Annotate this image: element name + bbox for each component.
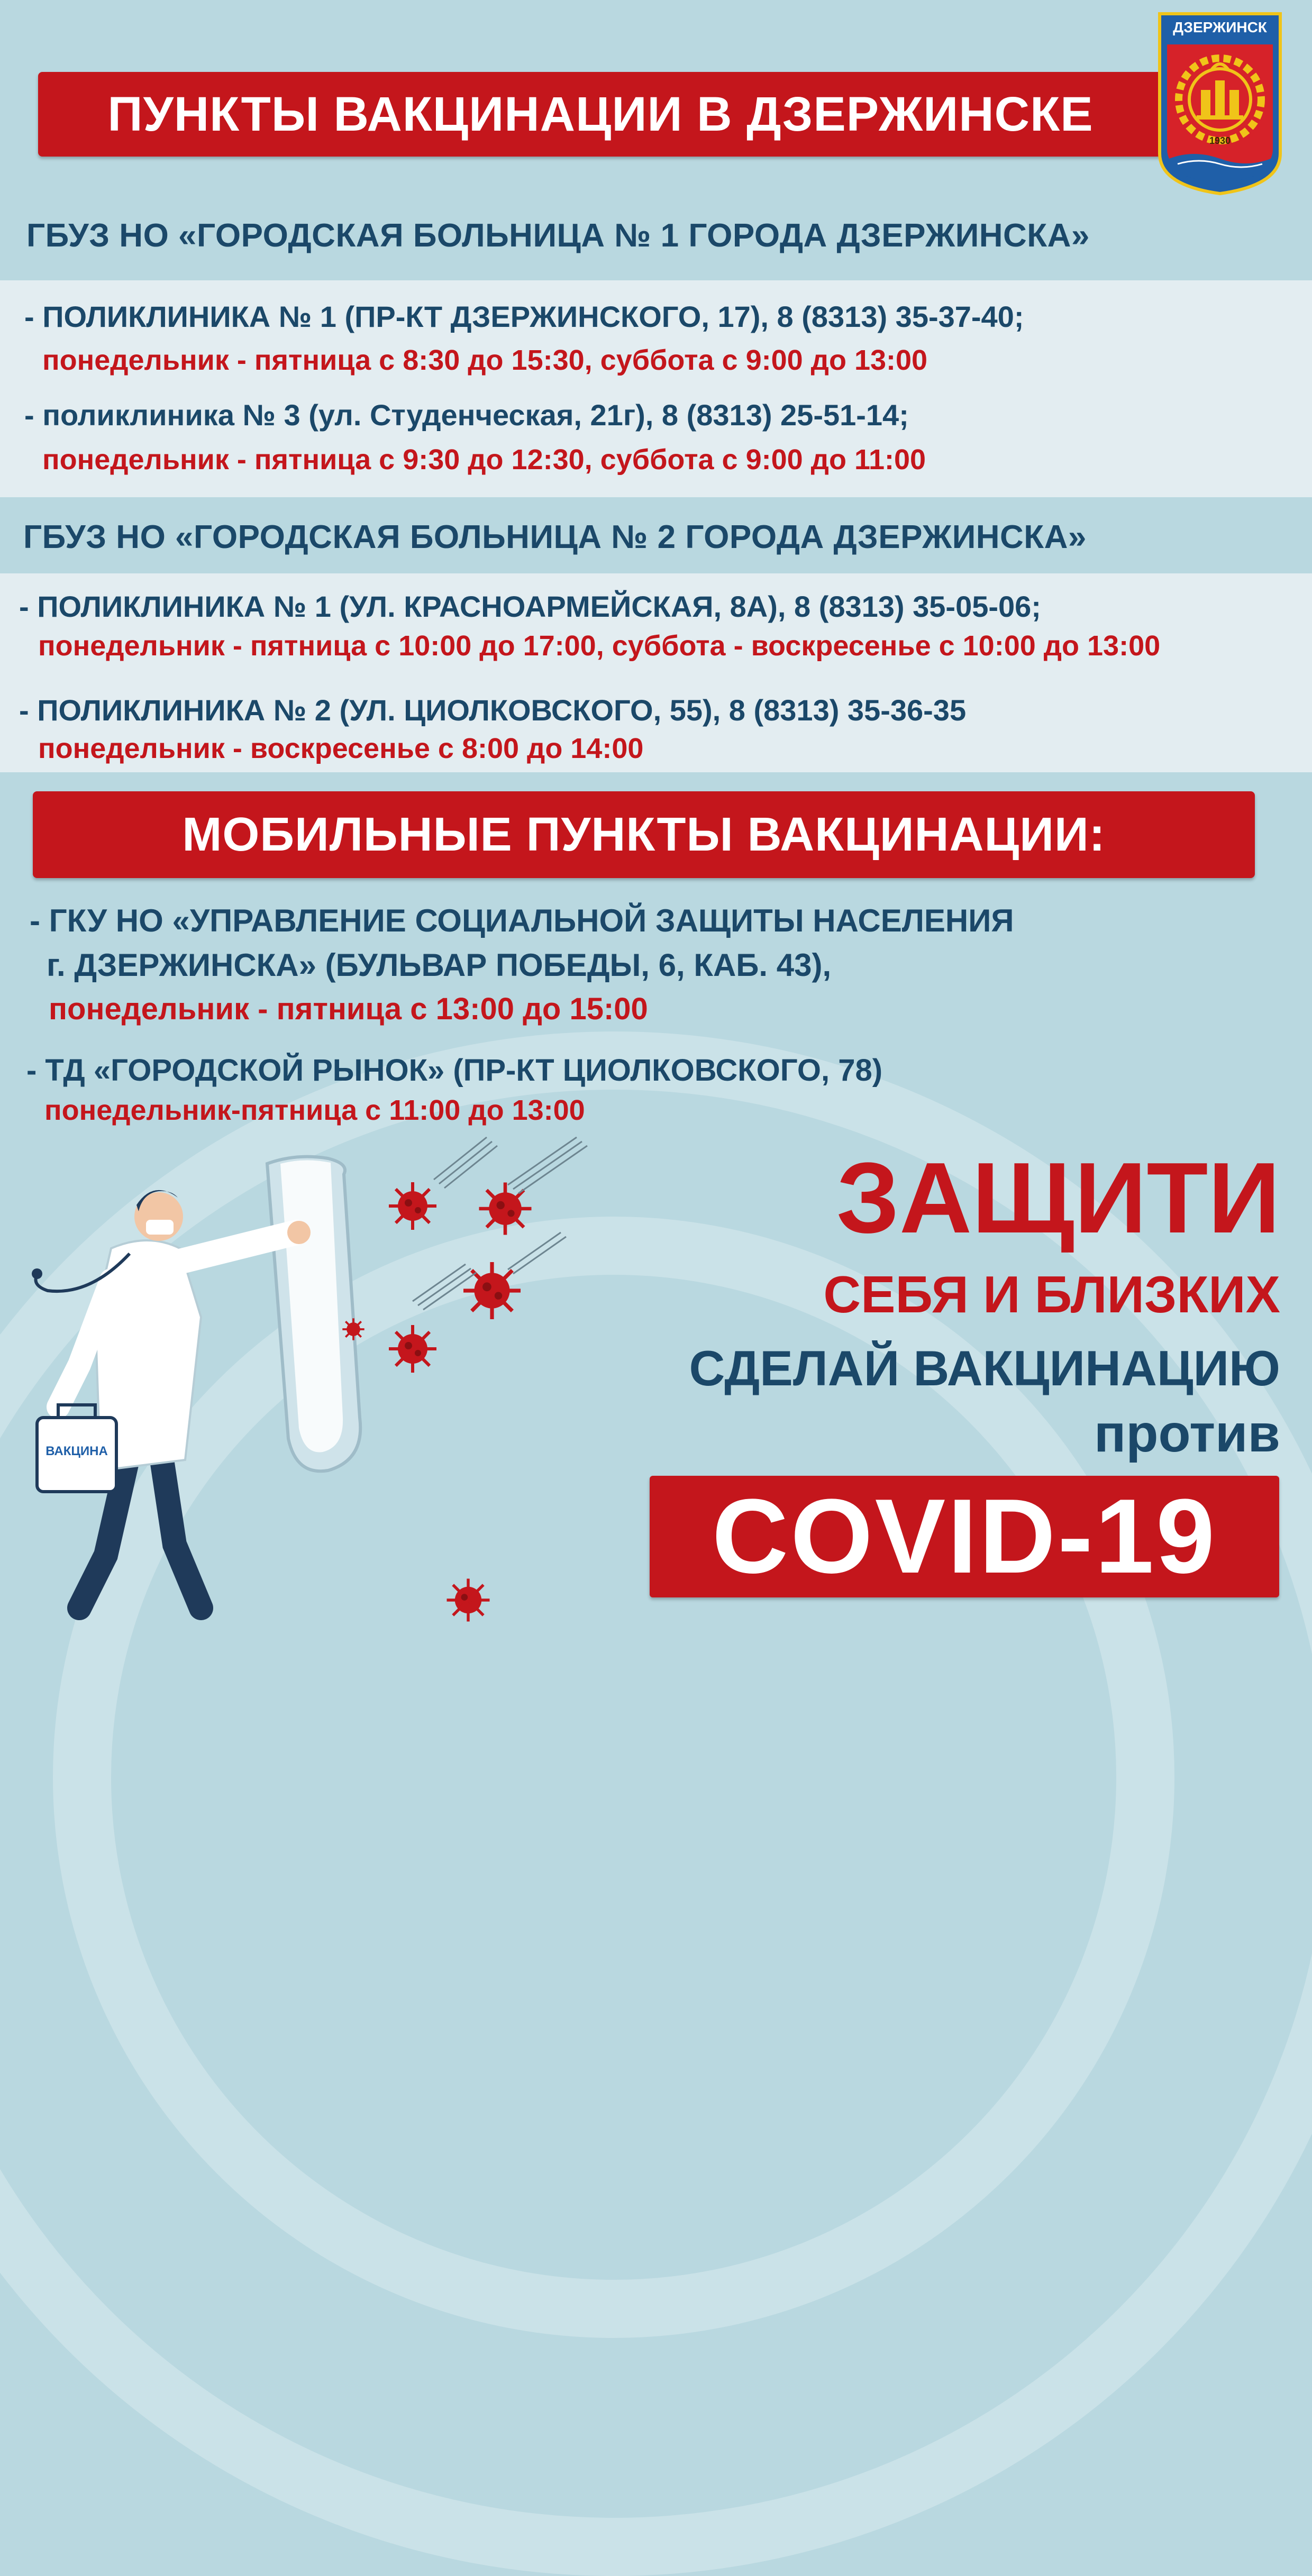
hospital-1-clinic-1-address: - ПОЛИКЛИНИКА № 1 (ПР-КТ ДЗЕРЖИНСКОГО, 17), 8 (8313) 35-37-40;	[24, 300, 1024, 333]
covid-banner	[650, 1476, 1279, 1597]
emblem-city-name: ДЗЕРЖИНСК	[1173, 19, 1267, 35]
hospital-2-clinic-2-address: - ПОЛИКЛИНИКА № 2 (УЛ. ЦИОЛКОВСКОГО, 55), 8 (8313) 35-36-35	[19, 693, 967, 727]
mobile-points-banner	[33, 791, 1255, 878]
hospital-1-clinic-2-address: - поликлиника № 3 (ул. Студенческая, 21г), 8 (8313) 25-51-14;	[24, 398, 909, 432]
mobile-point-2-hours: понедельник-пятница с 11:00 до 13:00	[44, 1094, 585, 1126]
motion-streaks	[402, 1127, 593, 1373]
hospital-2-clinic-2-hours: понедельник - воскресенье с 8:00 до 14:00	[38, 733, 644, 764]
hospital-1-clinic-1-hours: понедельник - пятница с 8:30 до 15:30, суббота с 9:00 до 13:00	[42, 344, 928, 376]
mobile-points-title: МОБИЛЬНЫЕ ПУНКТЫ ВАКЦИНАЦИИ:	[182, 808, 1106, 861]
mobile-point-2-line-1: - ТД «ГОРОДСКОЙ РЫНОК» (ПР-КТ ЦИОЛКОВСКОГО, 78)	[26, 1053, 883, 1088]
slogan-self-and-close: СЕБЯ И БЛИЗКИХ	[823, 1265, 1280, 1323]
hospital-1-title: ГБУЗ НО «ГОРОДСКАЯ БОЛЬНИЦА № 1 ГОРОДА ДЗЕРЖИНСКА»	[26, 217, 1090, 254]
slogan-get-vaccinated: СДЕЛАЙ ВАКЦИНАЦИЮ	[689, 1340, 1280, 1396]
virus-icon	[341, 1317, 366, 1344]
city-emblem	[1156, 11, 1283, 196]
vaccine-bag-label: ВАКЦИНА	[45, 1444, 108, 1458]
covid-label: COVID-19	[712, 1477, 1217, 1595]
mobile-point-1-line-2: г. ДЗЕРЖИНСКА» (БУЛЬВАР ПОБЕДЫ, 6, КАБ. 43),	[47, 947, 832, 983]
hospital-2-clinic-1-hours: понедельник - пятница с 10:00 до 17:00, суббота - воскресенье с 10:00 до 13:00	[38, 630, 1161, 662]
shield-icon	[267, 1157, 360, 1472]
hospital-2-clinic-1-address: - ПОЛИКЛИНИКА № 1 (УЛ. КРАСНОАРМЕЙСКАЯ, 8А), 8 (8313) 35-05-06;	[19, 590, 1041, 623]
hospital-2-title: ГБУЗ НО «ГОРОДСКАЯ БОЛЬНИЦА № 2 ГОРОДА ДЗЕРЖИНСКА»	[23, 519, 1087, 555]
slogan-against: против	[1094, 1404, 1280, 1463]
mobile-point-1-line-1: - ГКУ НО «УПРАВЛЕНИЕ СОЦИАЛЬНОЙ ЗАЩИТЫ НАСЕЛЕНИЯ	[30, 903, 1014, 938]
page-title: ПУНКТЫ ВАКЦИНАЦИИ В ДЗЕРЖИНСКЕ	[107, 87, 1094, 141]
header-banner	[38, 72, 1163, 157]
virus-icon	[444, 1576, 492, 1627]
mobile-point-1-hours: понедельник - пятница с 13:00 до 15:00	[49, 992, 648, 1026]
emblem-year: 1930	[1209, 135, 1231, 146]
hospital-1-clinic-2-hours: понедельник - пятница с 9:30 до 12:30, суббота с 9:00 до 11:00	[42, 444, 926, 476]
coat-of-arms-icon	[1156, 11, 1283, 196]
slogan-protect: ЗАЩИТИ	[836, 1142, 1280, 1254]
